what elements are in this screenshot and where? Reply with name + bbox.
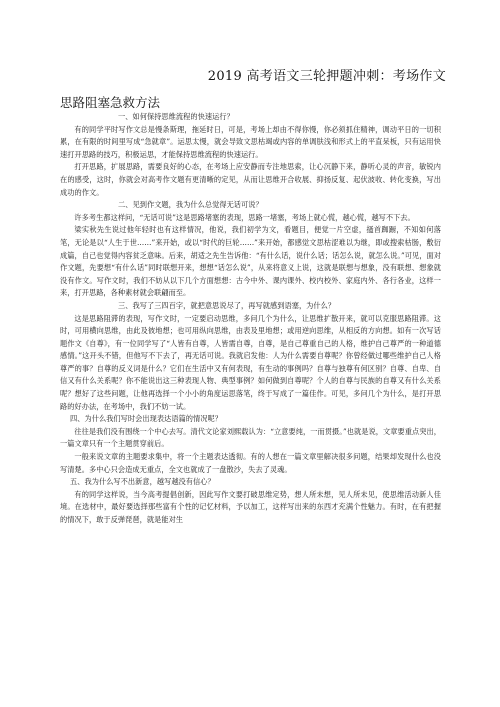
document-subtitle: 思路阻塞急救方法 bbox=[60, 95, 161, 110]
paragraph: 一般来说文章的主题要求集中，将一个主题表达透彻。有的人想在一篇文章里解决很多问题，结果却发现什么也没写清楚。多中心只会造成无重点，全文也就成了一盘散沙，失去了灵魂。 bbox=[60, 452, 441, 474]
section-heading: 五、我为什么写不出新意，越写越没有信心？ bbox=[70, 477, 215, 487]
paragraph: 梁实秋先生说过他年轻时也有这样情况，他说，我们初学为文，看题目，便觉一片空虚，搔首踟蹰，不知如何落笔，无论是以“人生于世……”来开始，或以“时代的巨轮……”来开始，都感觉文思枯涩难以为继，即或搜索枯肠，敷衍成篇，自己也觉得内容贫乏意味。后来，胡适之先生告诉他：“有什么话，说什么话；话怎么说，就怎么说。”可见，面对作文题，先要想“有什么话”同时联想开来，想想“话怎么说”，从来将意义上说，这就是联想与想象，没有联想、想象就没有作文。写作文时，我们不妨从以下几个方面想想：古今中外、课内课外、校内校外、家庭内外、各行各业，这样一来，打开思路，各种素材就会联翩而至。 bbox=[60, 225, 441, 298]
paragraph: 往往是我们没有围绕一个中心去写。清代文论家刘熙载认为：“立意要纯，一而贯摄。”也就是说，文章要重点突出，一篇文章只有一个主题贯穿前后。 bbox=[60, 426, 441, 449]
paragraph: 有的同学平时写作文总是慢条斯理，拖延时日，可是，考场上却由不得你慢，你必须抓住精神，调动平日的一切积累，在有限的时间里写成“急就章”。运思太慢，就会导致文思枯竭或内容的单调肤浅和形式上的平直呆板，只有运用快速打开思路的技巧，积极运思，才能保持思维流程的快速运行。 bbox=[60, 124, 441, 159]
section-heading: 三、我写了三四百字，就把意思说尽了，再写就感到语塞，为什么？ bbox=[118, 300, 336, 310]
section-heading: 二、见到作文题，我为什么总觉得无话可说？ bbox=[118, 200, 263, 210]
section-heading: 一、如何保持思维流程的快速运行？ bbox=[118, 112, 234, 121]
paragraph: 许多考生都这样问，“无话可说”这是思路堵塞的表现，思路一堵塞，考场上就心慌，越心慌，越写不下去。 bbox=[74, 212, 415, 222]
section-heading: 四、为什么我们写时会出现表达语篇的情况呢？ bbox=[70, 414, 222, 424]
paragraph: 这是思路阻滞的表现，写作文时，一定要启动思维，多问几个为什么，让思维扩散开来，就可以克服思路阻滞。这时，可用横向思维，由此及彼地想；也可用纵向思维，由表及里地想；或用逆向思维，从相反的方向想。如有一次写话题作文《自尊》，有一位同学写了“人皆有自尊，人皆需自尊，自尊，是自己尊重自己的人格，维护自己尊严的一种道德感情。”这开头不错，但他写不下去了，再无话可说。我就启发他：人为什么需要自尊呢？你曾经做过哪些维护自己人格尊严的事？自尊的反义词是什么？它们在生活中又有何表现，有生动的事例吗？自尊与独尊有何区别？自尊、自卑、自信又有什么关系呢？你不能说出这三种表现人物、典型事例？如何做到自尊呢？个人的自尊与民族的自尊又有什么关系呢？想好了这些问题，让他再选择一个小小的角度运思落笔，终于写成了一篇佳作。可见，多问几个为什么，是打开思路的好办法，在考场中，我们不妨一试。 bbox=[60, 313, 441, 411]
paragraph: 有的同学这样说，当今高考提倡创新，因此写作文要打破思维定势，想人所未想，见人所未见，使思维活动新人佳境。在选材中，最好要选择那些富有个性的记忆材料，予以加工，这样写出来的东西才充满个性魅力。有时，在有把握的情况下，敢于反弹琵琶，就是能对生 bbox=[60, 489, 441, 524]
paragraph: 打开思路，扩展思路，需要良好的心态，在考场上应安静而专注地思索，让心沉静下来，静听心灵的声音，敏锐内在的感受，这时，你就会对高考作文题有更清晰的定见，从而让思维开合收展、抑扬反复、起伏波收、转化变换，写出成功的作文。 bbox=[60, 162, 441, 197]
document-title: 2019 高考语文三轮押题冲刺：考场作文 bbox=[207, 69, 446, 84]
document-body bbox=[60, 111, 441, 527]
